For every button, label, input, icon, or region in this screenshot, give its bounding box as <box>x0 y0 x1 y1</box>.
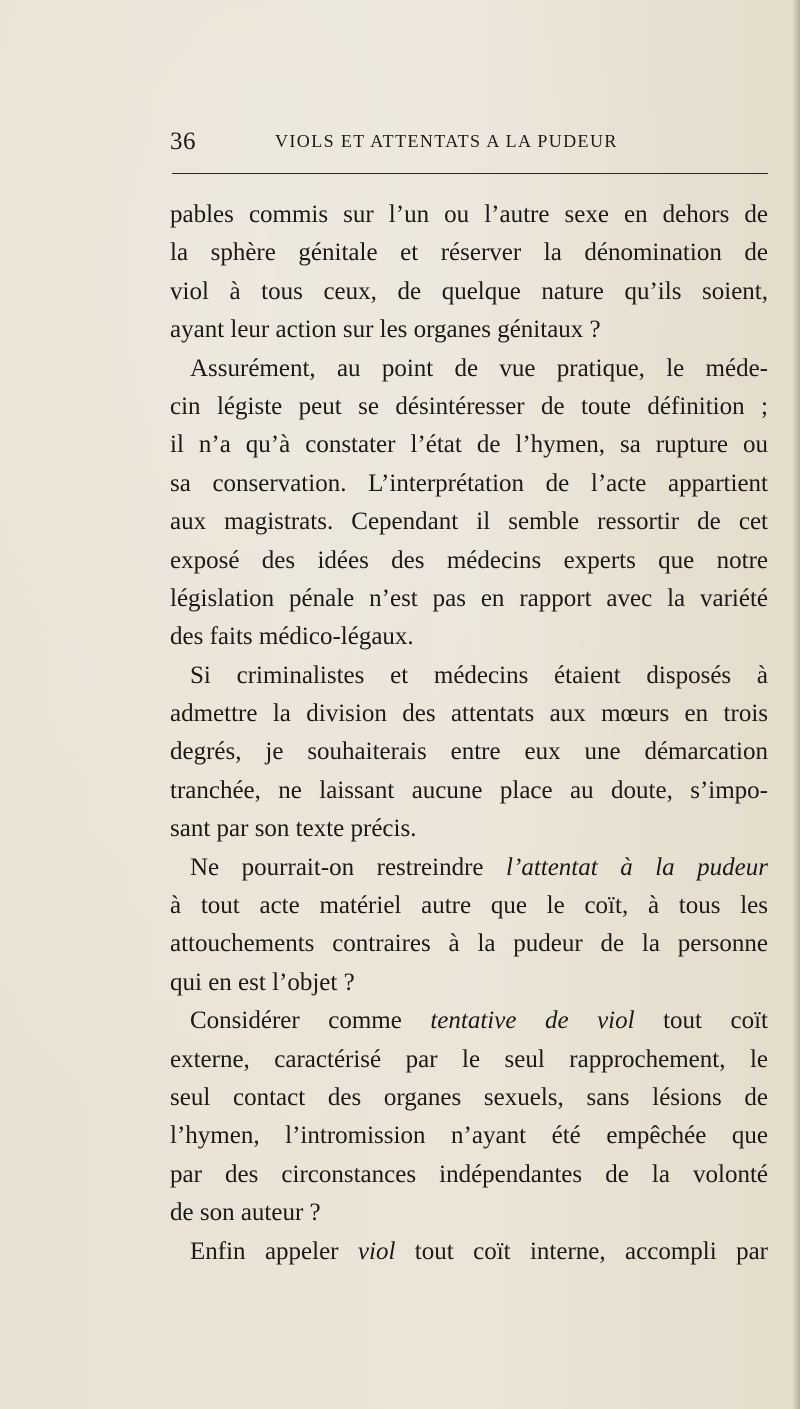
header-rule <box>172 173 768 174</box>
text-line: ayant leur action sur les organes génitaux ? <box>170 316 601 344</box>
italic-phrase: l’attentat à la pudeur <box>506 853 769 881</box>
page-number: 36 <box>170 128 196 155</box>
text-run: Enfin appeler <box>190 1237 358 1265</box>
text-line: degrés, je souhaiterais entre eux une démarcation <box>170 738 768 766</box>
running-title: VIOLS ET ATTENTATS A LA PUDEUR <box>275 131 618 151</box>
text-line: qui en est l’objet ? <box>170 968 355 996</box>
text-line: il n’a qu’à constater l’état de l’hymen, sa rupture ou <box>170 431 768 459</box>
text-line: aux magistrats. Cependant il semble ressortir de cet <box>170 508 768 536</box>
text-line: viol à tous ceux, de quelque nature qu’ils soient, <box>170 277 768 305</box>
text-line: de son auteur ? <box>170 1199 321 1227</box>
text-line: seul contact des organes sexuels, sans lésions de <box>170 1083 768 1111</box>
text-line: pables commis sur l’un ou l’autre sexe en dehors de <box>170 201 768 228</box>
text-line: à tout acte matériel autre que le coït, à tous les <box>170 892 768 920</box>
text-line: Si criminalistes et médecins étaient disposés à <box>190 661 768 689</box>
text-line: par des circonstances indépendantes de la volonté <box>170 1160 768 1188</box>
text-line: la sphère génitale et réserver la dénomination de <box>170 239 768 267</box>
text-run: tout coït interne, accompli par <box>395 1237 768 1265</box>
text-line: attouchements contraires à la pudeur de la personne <box>170 930 768 958</box>
text-line: sant par son texte précis. <box>170 815 417 843</box>
text-run: Ne pourrait-on restreindre <box>190 853 507 881</box>
page-edge-shadow <box>792 0 800 1409</box>
italic-phrase: tentative de viol <box>430 1007 635 1035</box>
text-line: exposé des idées des médecins experts que notre <box>170 546 768 574</box>
text-run: Considérer comme <box>190 1007 431 1035</box>
text-line <box>170 1233 768 1271</box>
text-line: cin légiste peut se désintéresser de toute définition ; <box>170 392 768 420</box>
running-head <box>170 128 768 162</box>
text-run: tout coït <box>634 1007 768 1035</box>
body-text <box>170 196 768 1271</box>
text-line: sa conservation. L’interprétation de l’acte appartient <box>170 469 768 497</box>
text-line: des faits médico-légaux. <box>170 623 414 651</box>
text-line: externe, caractérisé par le seul rapprochement, le <box>170 1045 768 1073</box>
text-line <box>170 1002 768 1040</box>
text-line: l’hymen, l’intromission n’ayant été empêchée que <box>170 1122 768 1150</box>
text-line: tranchée, ne laissant aucune place au doute, s’impo- <box>170 776 768 804</box>
text-line <box>170 849 768 887</box>
text-line: admettre la division des attentats aux mœurs en trois <box>170 700 768 728</box>
text-line: législation pénale n’est pas en rapport avec la variété <box>170 584 768 612</box>
text-line: Assurément, au point de vue pratique, le méde- <box>190 354 768 382</box>
italic-phrase: viol <box>357 1237 396 1265</box>
